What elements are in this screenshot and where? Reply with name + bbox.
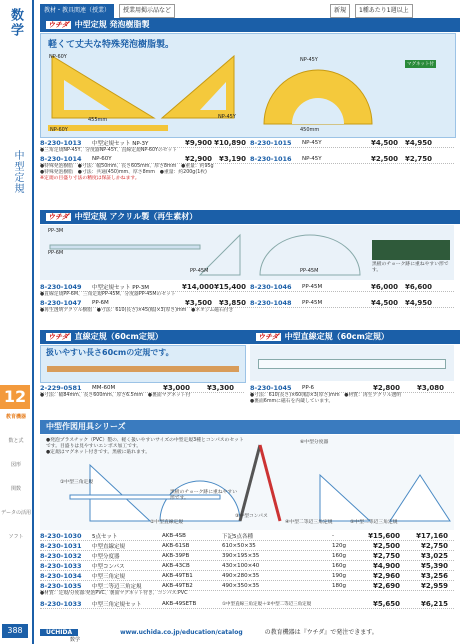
label: PP-45M — [300, 268, 319, 274]
uchida-logo: ウチダ — [48, 21, 69, 29]
bullet: ●発泡プラスチック（PVC）製の、軽く扱いやすいサイズの中型定規3種とコンパスのセットです。目盛りは見やすいエンボス加工です。 — [46, 438, 244, 449]
sidebar-title: 数学 — [8, 8, 23, 38]
footer-url[interactable]: www.uchida.co.jp/education/catalog — [120, 629, 243, 636]
footer-right: の教育機器は『ウチダ』で発注できます。 — [264, 629, 378, 636]
table-row: 8-230-1035 中型二等辺三角定規 AKB-49TB2 490×350×35 180g ¥2,690 ¥2,959 — [40, 581, 454, 591]
label: NP-45Y — [300, 57, 318, 63]
tag: 授業用掲示品など — [119, 4, 175, 18]
tag: 新規 — [330, 4, 350, 18]
label: ⑥中型分度器 — [300, 440, 329, 445]
table-row: 8-230-1033 中型コンパス AKB-43CB 430×100×40 160g ¥4,900 ¥5,390 — [40, 561, 454, 571]
sidebar-divider — [32, 0, 34, 644]
table-row: 8-230-1045 PP-6 ¥2,800 ¥3,080 — [250, 383, 454, 393]
yellow-triangle-60 — [48, 52, 158, 122]
yellow-protractor — [262, 62, 374, 126]
sidebar-nav-item[interactable]: 図形 — [10, 462, 21, 468]
uchida-logo: ウチダ — [48, 333, 69, 341]
label: NP-60Y — [50, 127, 68, 133]
table-foam: 8-230-1013 中型定規セット NP-3Y ¥9,900 ¥10,890 8-230-1015 NP-45Y ¥4,500 ¥4,950 ●三角定規NP-45Y、分度器NP-45Y、直線定規NP-60Yのセット 8-230-1014 NP-60Y ¥2,900 ¥3,190 8-230-1016 NP-45Y ¥2,500 ¥2,750 ●特殊発泡樹脂 ●寸法：幅50mm、長さ605mm、厚さ8mm ●重量：約95g ●特殊発泡樹脂 ●寸法：共通(450)mm、厚さ8mm ●重量：約200g(1枚) ※定規の目盛り寸法の精度は保証しかねます。 — [40, 138, 454, 182]
sidebar-nav-item[interactable]: ソフト — [8, 534, 24, 540]
label: ⑤中型二等辺三角定規 — [350, 520, 398, 525]
section-header-straight: ウチダ 直線定規（60cm定規） — [40, 330, 250, 344]
label: ③中型コンパス — [235, 514, 268, 519]
label: 455mm — [88, 117, 108, 123]
table-straight: 2-229-0581 MM-60M ¥3,000 ¥3,300 ●寸法：幅84mm、長さ600mm、厚さ6.5mm ●裏面マグネット付 — [40, 383, 244, 399]
sidebar-nav-item[interactable]: データの活用 — [0, 510, 31, 516]
magnet-badge: マグネット付 — [407, 62, 434, 67]
label: PP-3M — [48, 228, 64, 234]
top-tag-bar-right — [330, 4, 416, 16]
footer-section: 数学 — [70, 637, 81, 643]
tagline-foam: 軽くて丈夫な特殊発泡樹脂製。 — [48, 40, 175, 50]
label: NP-45Y — [218, 114, 236, 120]
sidebar-nav-item[interactable]: 教育機器 — [5, 414, 26, 420]
table-row: 8-230-1033 中型三角定規セット AKB-49SETB ①中型直線三角定規＋②中型二等辺三角定規 ¥5,650 ¥6,215 — [40, 599, 454, 609]
label: NP-60Y — [49, 54, 67, 60]
table-row: 8-230-1013 中型定規セット NP-3Y ¥9,900 ¥10,890 8-230-1015 NP-45Y ¥4,500 ¥4,950 — [40, 138, 454, 148]
label: 450mm — [300, 127, 320, 133]
section-header-straight-acrylic: ウチダ 中型直線定規（60cm定規） — [250, 330, 460, 344]
footer-brand: UCHIDA — [40, 629, 78, 636]
yellow-triangle-45 — [158, 52, 238, 122]
table-row: 8-230-1049 中型定規セット PP-3M ¥14,000 ¥15,400 8-230-1046 PP-45M ¥6,000 ¥6,600 — [40, 282, 454, 292]
footer — [40, 626, 460, 640]
label: PP-6M — [48, 250, 64, 256]
sidebar-nav-item[interactable]: 数と式 — [8, 438, 24, 444]
label: ①中型三角定規 — [60, 480, 94, 485]
tag: 教材・教具関連（授業） — [40, 4, 114, 18]
section-header-drawing-tools: 中型作図用具シリーズ — [40, 420, 460, 434]
bullet: ●定規はマグネット付きです。黒板に貼れます。 — [46, 450, 151, 455]
tag: 1種あたり1週以上 — [355, 4, 413, 18]
blackboard-photo — [372, 240, 450, 260]
section-header-acrylic: ウチダ 中型定規 アクリル製（再生素材） — [40, 210, 460, 224]
table-row: 2-229-0581 MM-60M ¥3,000 ¥3,300 — [40, 383, 244, 393]
sidebar-nav-item[interactable]: 関数 — [10, 486, 21, 492]
uchida-logo: ウチダ — [258, 333, 279, 341]
table-acrylic: 8-230-1049 中型定規セット PP-3M ¥14,000 ¥15,400 8-230-1046 PP-45M ¥6,000 ¥6,600 ●直線定規PP-6M、三角定規PP-45M、分度器PP-45Mのセット 8-230-1047 PP-6M ¥3,500 ¥3,850 8-230-1048 PP-45M ¥4,500 ¥4,950 ●再生透明アクリル樹脂 ●寸法：610(長さ)×45(幅)×3(厚さ)mm ●ネオジム磁石付き — [40, 282, 454, 314]
top-tag-bar — [40, 4, 178, 16]
section-header-foam: ウチダ 中型定規 発泡樹脂製 — [40, 18, 460, 32]
table-row: 8-230-1034 中型三角定規 AKB-49TB1 490×280×35 190g ¥2,960 ¥3,256 — [40, 571, 454, 581]
caption: 黒板のチョーク跡に重ねやすい形です。 — [372, 262, 449, 273]
label: PP-45M — [190, 268, 209, 274]
label: ④中型二等辺三角定規 — [285, 520, 333, 525]
uchida-logo: ウチダ — [48, 213, 69, 221]
page-number: 388 — [2, 624, 28, 638]
section-number-badge: 12 — [0, 385, 30, 409]
table-row: 8-230-1032 中型分度器 AKB-39PB 390×195×35 160g ¥2,750 ¥3,025 — [40, 551, 454, 561]
table-drawing-tools: 8-230-1030 5点セット AKB-4SB 下記5点各種 - ¥15,600 ¥17,160 8-230-1031 中型直線定規 AKB-61SB 610×50×35 120g ¥2,500 ¥2,750 8-230-1032 中型分度器 AKB-39PB 390×195×35 160g ¥2,750 ¥3,025 8-230-1033 中型コンパス AKB-43CB 430×100×40 160g ¥4,900 ¥5,390 8-230-1034 中型三角定規 AKB-49TB1 490×280×35 190g ¥2,960 ¥3,256 8-230-1035 中型二等辺三角定規 AKB-49TB2 490×350×35 180g ¥2,690 ¥2,959 ●材質：定規/分度器:発泡PVC、裏面マグネット付き、コンパス:PVC 8-230-1033 中型三角定規セット AKB-49SETB ①中型直線三角定規＋②中型二等辺三角定規 ¥5,650 ¥6,215 — [40, 531, 454, 609]
label: ②中型直線定規 — [150, 520, 184, 525]
product-image-clear — [250, 345, 454, 381]
table-row: 8-230-1030 5点セット AKB-4SB 下記5点各種 - ¥15,600 ¥17,160 — [40, 531, 454, 541]
table-straight-acrylic: 8-230-1045 PP-6 ¥2,800 ¥3,080 ●寸法：610(長さ)×60(幅)×3(厚さ)mm ●材質：再生アクリル透明 ●裏面6mmに磁石を内蔵しています。 — [250, 383, 454, 405]
table-row: 8-230-1014 NP-60Y ¥2,900 ¥3,190 8-230-1016 NP-45Y ¥2,500 ¥2,750 — [40, 154, 454, 164]
caption: 黒板のチョーク跡に重ねやすい形です。 — [170, 490, 238, 501]
tagline-straight: 扱いやすい長さ60cmの定規です。 — [46, 348, 174, 357]
table-row: 8-230-1047 PP-6M ¥3,500 ¥3,850 8-230-1048 PP-45M ¥4,500 ¥4,950 — [40, 298, 454, 308]
sidebar-subtitle: 中型定規 — [12, 150, 23, 194]
table-row: 8-230-1031 中型直線定規 AKB-61SB 610×50×35 120g ¥2,500 ¥2,750 — [40, 541, 454, 551]
